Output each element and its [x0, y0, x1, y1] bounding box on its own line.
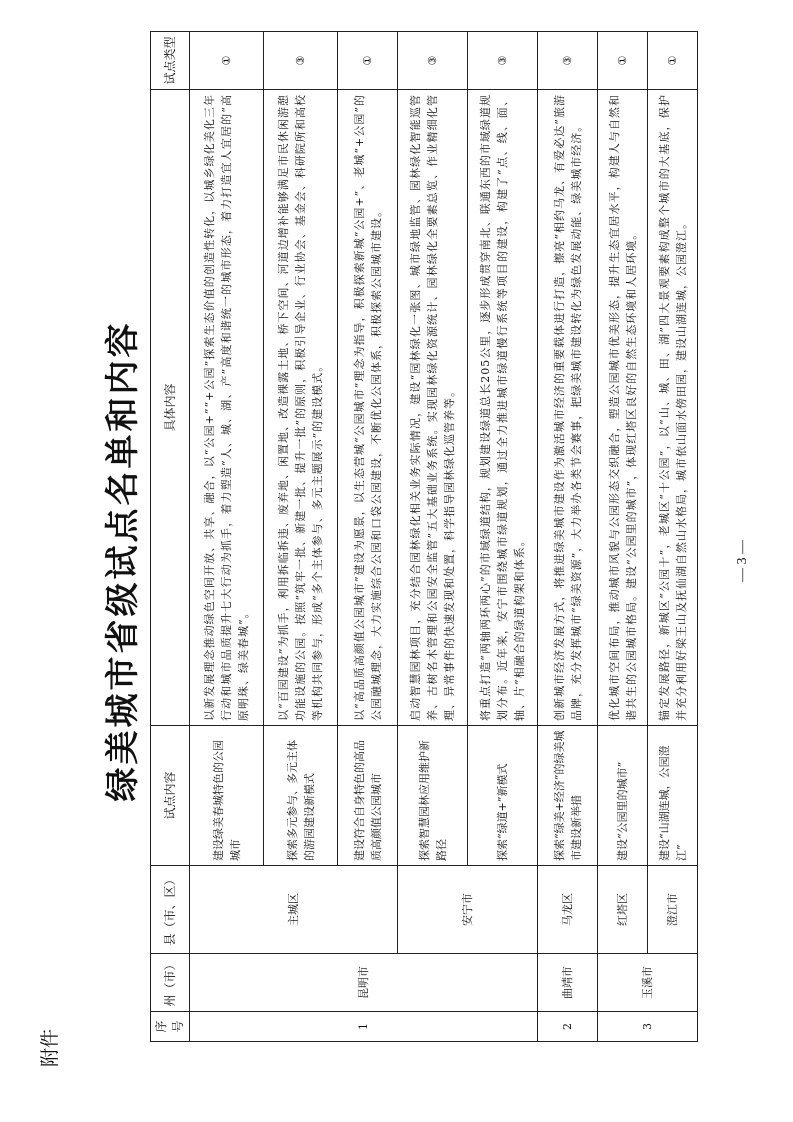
row-detail: 以“高品质高颜值公园城市”建设为愿景，以生态营城“公园城市”理念为指导，积极探索新城“公园+”、老城“+公园”的公园融城理念，大力实施综合公园和口袋公园建设，不断优化公园体系，积极探索公园城市建设。 — [338, 90, 398, 726]
attachment-label: 附件 — [39, 1028, 61, 1067]
row-detail: 创新城市经济发展方式，将推进绿美城市建设作为激活城市经济的重要载体进行打造，擦亮“相约马龙、有爱必达”旅游品牌，充分发挥城市“绿美资源”，大力举办各类节会赛事，把绿美城市建设转化为绿色发展动能、绿美城市经济。 — [538, 90, 598, 726]
row-type: ① — [648, 32, 698, 90]
header-county: 县（市、区） — [151, 866, 190, 954]
row-county: 红塔区 — [598, 866, 648, 954]
table-row — [190, 32, 264, 1042]
page-number: — 3 — — [735, 540, 750, 582]
header-pilot: 试点内容 — [151, 726, 190, 866]
header-type: 试点类型 — [151, 32, 190, 90]
table-row — [398, 32, 468, 1042]
row-county: 马龙区 — [538, 866, 598, 954]
group-no: 1 — [190, 1012, 538, 1042]
row-type: ③ — [398, 32, 468, 90]
row-detail: 锚定发展路径，新城区“公园十”，老城区“十公园”，以“山、城、田、湖”四大景观要素构成整个城市的大基底，保护并充分利用好梁王山及抚仙湖自然山水格局，城市依山面水傍田园，建设山湖连城，公园澄江。 — [648, 90, 698, 726]
row-detail: 优化城市空间布局，推动城市风貌与公园形态交织融合，塑造公园城市优美形态，提升生态宜居水平，构建人与自然和谐共生的公园城市格局。建设“公园里的城市”，体现红塔区良好的自然生态环境和人居环境。 — [598, 90, 648, 726]
row-county: 主城区 — [190, 866, 398, 954]
group-no: 2 — [538, 1012, 598, 1042]
pilot-list-table — [150, 31, 698, 1042]
header-prefecture: 州（市） — [151, 954, 190, 1012]
row-county: 澄江市 — [648, 866, 698, 954]
group-prefecture: 玉溪市 — [598, 954, 698, 1012]
row-county: 安宁市 — [398, 866, 538, 954]
table-row — [648, 32, 698, 1042]
row-detail: 启动智慧园林项目，充分结合园林绿化相关业务实际情况，建设“园林绿化一张图、城市绿地监管、园林绿化智能巡管养、古树名木管理和公园安全监管”五大基础业务系统。实现园林绿化资源统计、园林绿化全要素总览、作业精细化管理、异常事件的快速发现和处置，科学指导园林绿化巡管养等。 — [398, 90, 468, 726]
row-pilot: 建设“公园里的城市” — [598, 726, 648, 866]
row-type: ③ — [264, 32, 338, 90]
row-type: ① — [338, 32, 398, 90]
row-pilot: 建设符合自身特色的高品质高颜值公园城市 — [338, 726, 398, 866]
row-pilot: 探索“绿道+”新模式 — [468, 726, 538, 866]
row-pilot: 建设“山湖连城，公园澄江” — [648, 726, 698, 866]
page-title: 绿美城市省级试点名单和内容 — [103, 320, 143, 802]
row-detail: 以新发展理念推动绿色空间开放、共享、融合，以“公园+”“+公园”探索生态价值的创造性转化，以城乡绿化美化三年行动和城市品质提升七大行动为抓手，着力塑造“人、城、湖、产”高度和谐统一的城市形态，着力打造宜人宜居的“高原明珠、绿美春城”。 — [190, 90, 264, 726]
row-type: ① — [598, 32, 648, 90]
row-pilot: 建设绿美春城特色的公园城市 — [190, 726, 264, 866]
row-type: ① — [190, 32, 264, 90]
row-pilot: 探索智慧园林应用维护新路径 — [398, 726, 468, 866]
row-detail: 将重点打造“两轴两环两心”的市域绿道结构，规划建设绿道总长205公里，逐步形成贯穿南北、联通东西的市域绿道规划分布。近年来，安宁市围绕城市绿道规划，通过全力推进城市绿道慢行系统等项目的建设，构建了“点、线、面、轴、片”相融合的绿道构架和体系。 — [468, 90, 538, 726]
group-no: 3 — [598, 1012, 698, 1042]
table-row — [598, 32, 648, 1042]
row-type: ③ — [538, 32, 598, 90]
header-no: 序号 — [151, 1012, 190, 1042]
table-header-row — [151, 32, 190, 1042]
row-detail: 以“百园建设”为抓手，利用拆临拆违、废弃地、闲置地、改造裸露土地、桥下空间、河道边增补能够满足市民休闲游憩功能设施的公园。按照“筑牢一批、新建一批、提升一批”的原则，积极引导企业、行业协会、基金会、科研院所和高校等机构共同参与，形成“多个主体参与、多元主题展示”的建设模式。 — [264, 90, 338, 726]
row-type: ③ — [468, 32, 538, 90]
group-prefecture: 曲靖市 — [538, 954, 598, 1012]
group-prefecture: 昆明市 — [190, 954, 538, 1012]
row-pilot: 探索多元参与、多元主体的游园建设新模式 — [264, 726, 338, 866]
header-detail: 具体内容 — [151, 90, 190, 726]
table-row — [538, 32, 598, 1042]
row-pilot: 探索“绿美+经济”的绿美城市建设新举措 — [538, 726, 598, 866]
